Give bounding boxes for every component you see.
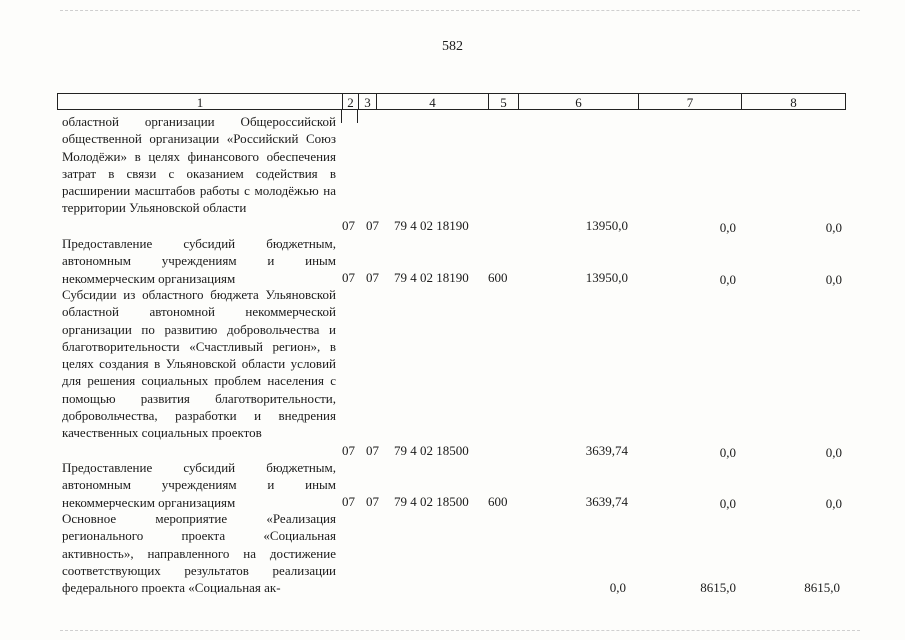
header-col-1: 1	[196, 95, 204, 110]
row-3-col-2: 07	[342, 443, 355, 458]
header-col-5: 5	[488, 94, 518, 109]
header-col-2: 2	[342, 94, 358, 109]
row-2-col-6: 13950,0	[585, 270, 628, 285]
column-divider	[357, 109, 358, 123]
scan-artifact-bottom	[60, 630, 860, 632]
row-1-col-2: 07	[342, 218, 355, 233]
row-2-col-2: 07	[342, 270, 355, 285]
row-1-col-3: 07	[366, 218, 379, 233]
row-4-col-7: 0,0	[719, 496, 736, 511]
table-row-5-description: Основное мероприятие «Реализация регионального проекта «Социальная активность», направленного на достижение соответствующих результатов реализации федерального проекта «Социальная ак-	[62, 511, 336, 596]
row-4-col-6: 3639,74	[585, 494, 628, 509]
row-3-col-6: 3639,74	[585, 443, 628, 458]
header-col-4: 4	[376, 94, 488, 109]
row-3-col-4: 79 4 02 18500	[394, 443, 469, 458]
scan-artifact-top	[60, 10, 860, 12]
row-1-col-7: 0,0	[719, 220, 736, 235]
row-5-col-8: 8615,0	[804, 580, 840, 595]
table-row-3-description: Субсидии из областного бюджета Ульяновской областной автономной некоммерческой организации по развитию добровольчества и благотворительности «Счастливый регион», в целях создания в Ульяновской области условий для решения социальных проблем населения с помощью развития благотворительности, добровольчества, разработки и внедрения качественных социальных проектов	[62, 287, 336, 441]
row-2-col-8: 0,0	[825, 272, 842, 287]
row-3-col-8: 0,0	[825, 445, 842, 460]
row-3-col-3: 07	[366, 443, 379, 458]
row-2-col-4: 79 4 02 18190	[394, 270, 469, 285]
row-5-col-7: 8615,0	[700, 580, 736, 595]
row-2-col-3: 07	[366, 270, 379, 285]
column-divider	[341, 109, 342, 123]
row-4-col-4: 79 4 02 18500	[394, 494, 469, 509]
row-1-col-4: 79 4 02 18190	[394, 218, 469, 233]
header-col-3: 3	[358, 94, 376, 109]
row-1-col-6: 13950,0	[585, 218, 628, 233]
table-row-2-description: Предоставление субсидий бюджетным, автономным учреждениям и иным некоммерческим организациям	[62, 236, 336, 286]
header-col-6: 6	[518, 94, 638, 109]
row-4-col-5: 600	[488, 494, 508, 509]
page-number: 582	[442, 39, 463, 54]
row-2-col-5: 600	[488, 270, 508, 285]
row-4-col-3: 07	[366, 494, 379, 509]
row-5-col-6: 0,0	[609, 580, 626, 595]
table-header	[57, 93, 846, 110]
table-row-1-description: областной организации Общероссийской общественной организации «Российский Союз Молодёжи» в целях финансового обеспечения затрат в связи с оказанием содействия в расширении масштабов работы с молодёжью на территории Ульяновской области	[62, 114, 336, 216]
row-2-col-7: 0,0	[719, 272, 736, 287]
row-4-col-2: 07	[342, 494, 355, 509]
row-3-col-7: 0,0	[719, 445, 736, 460]
row-4-col-8: 0,0	[825, 496, 842, 511]
table-row-4-description: Предоставление субсидий бюджетным, автономным учреждениям и иным некоммерческим организациям	[62, 460, 336, 510]
header-col-7: 7	[638, 94, 741, 109]
row-1-col-8: 0,0	[825, 220, 842, 235]
header-col-8: 8	[741, 94, 845, 109]
